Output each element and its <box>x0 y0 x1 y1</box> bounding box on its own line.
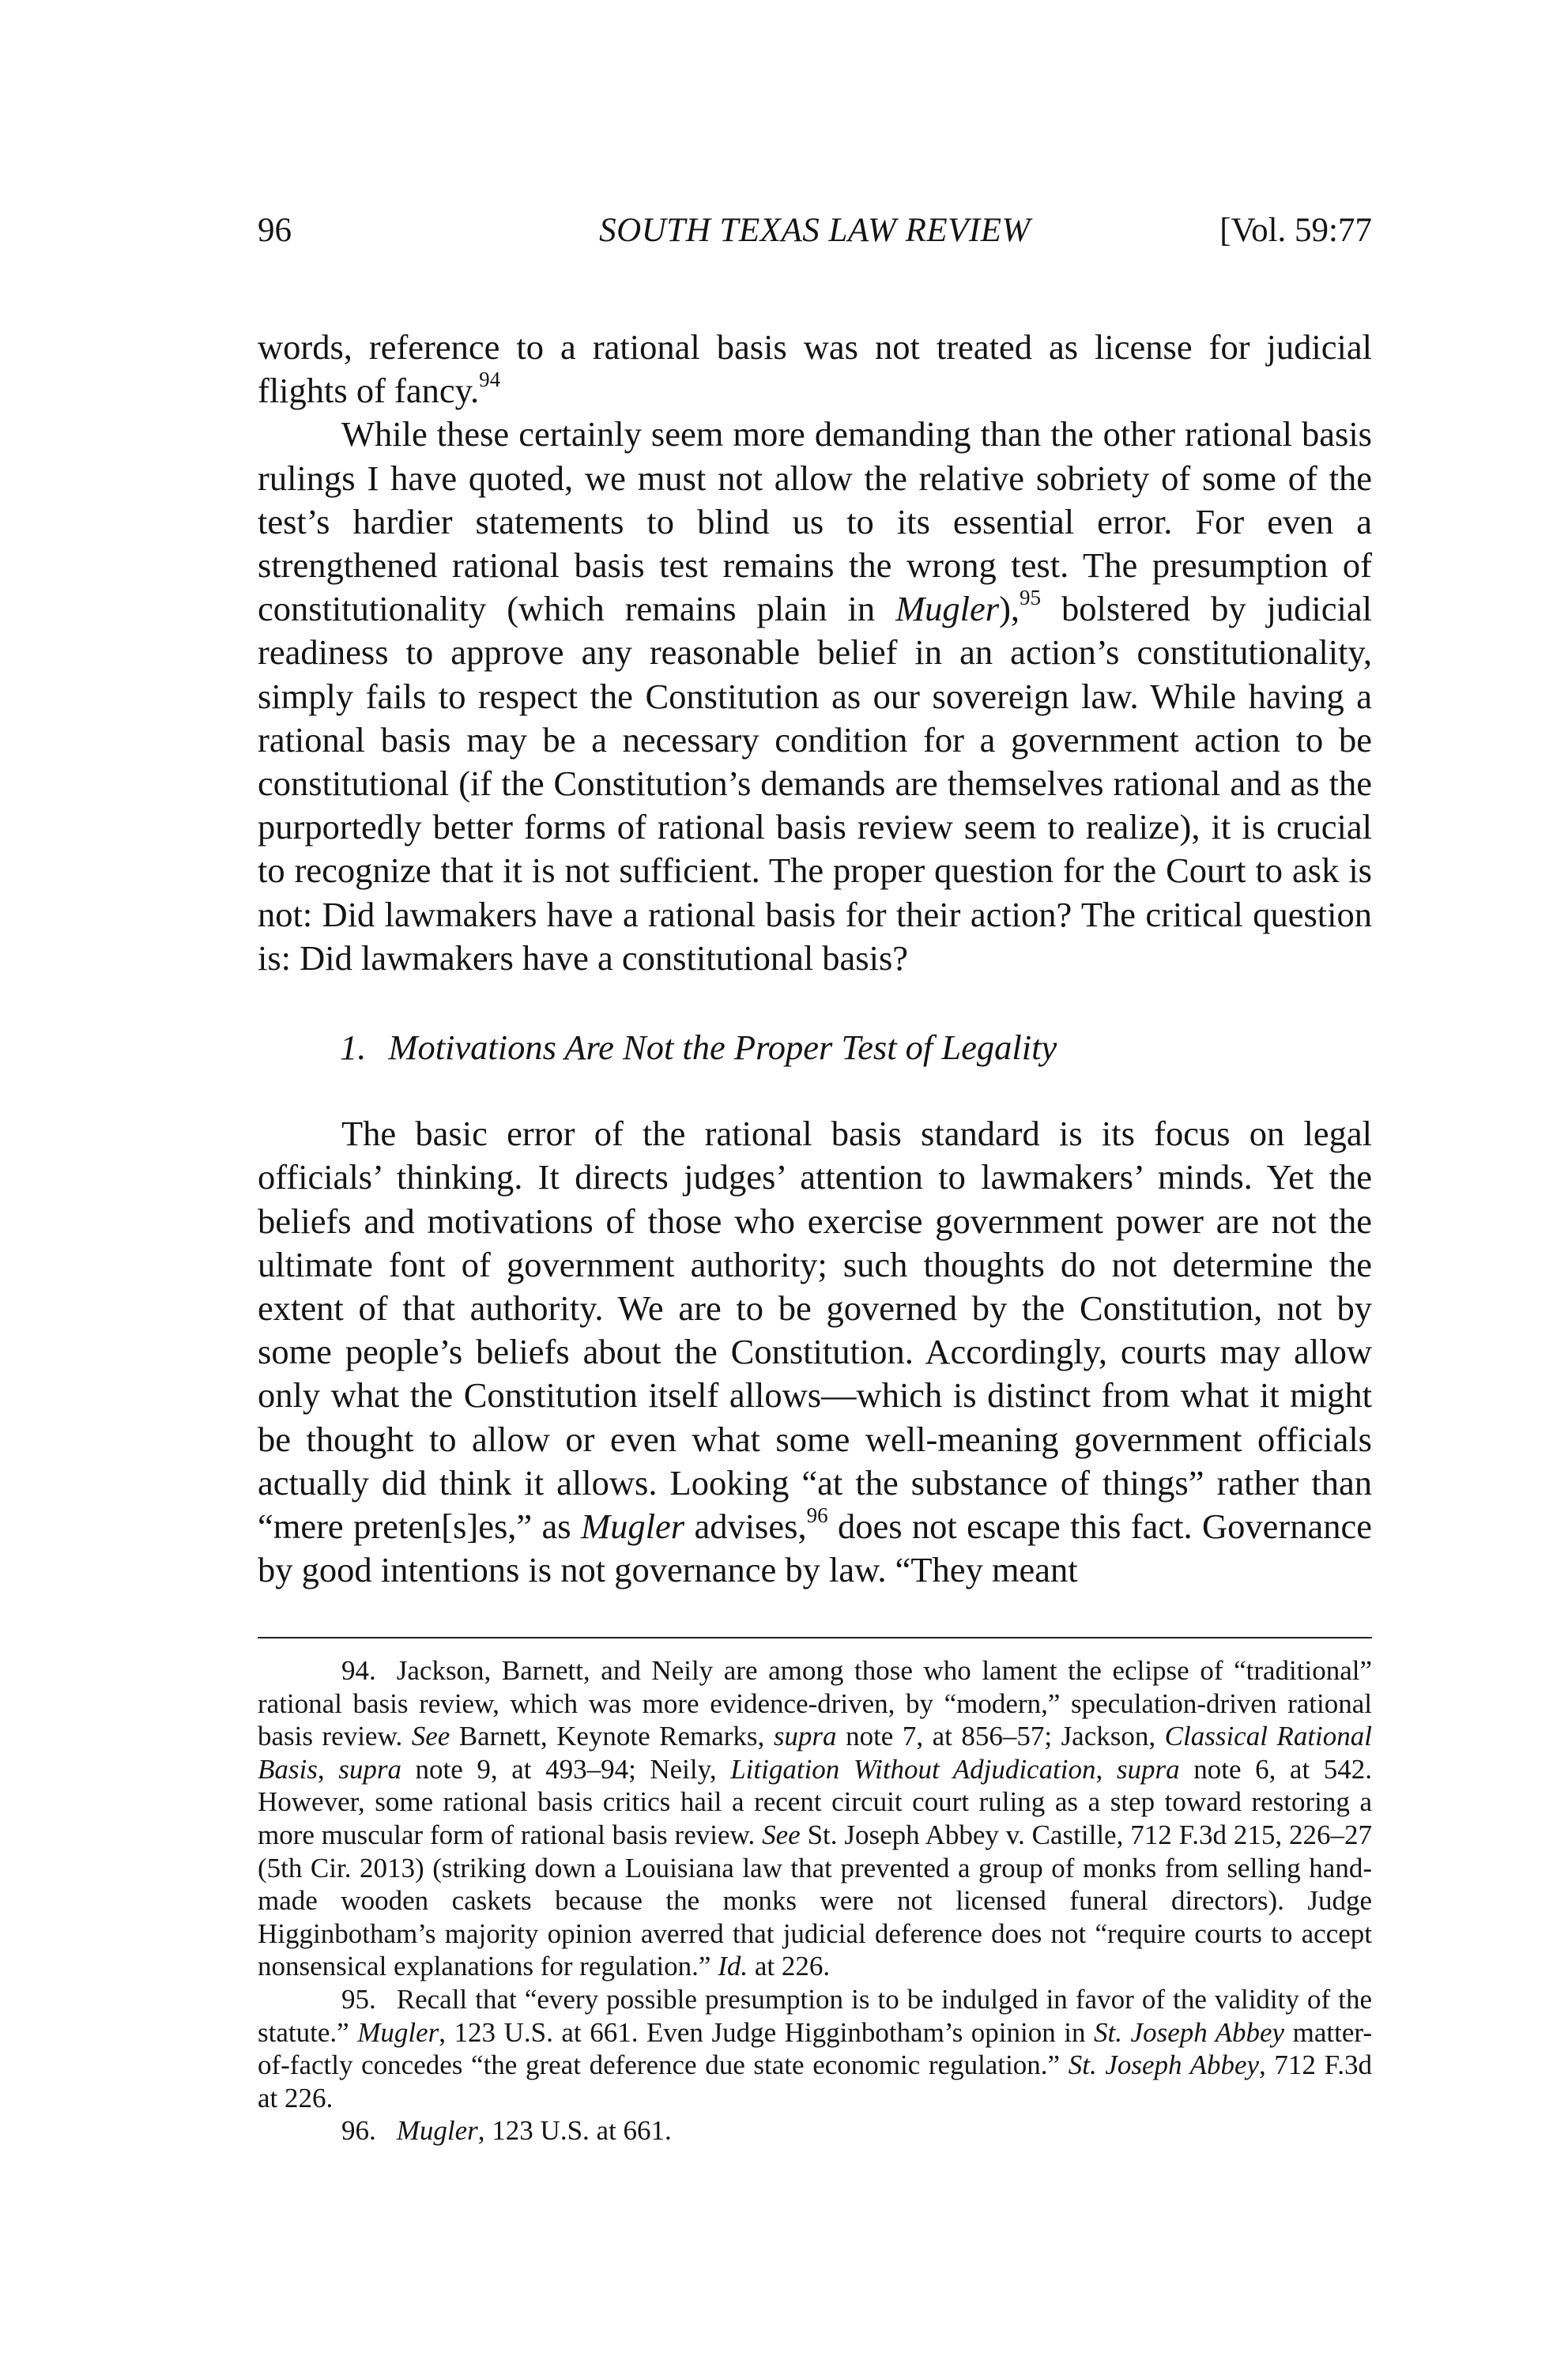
footnote-ref-96[interactable]: 96 <box>806 1503 828 1527</box>
main-text <box>258 326 1372 1592</box>
paragraph: While these certainly seem more demanding than the other rational basis rulings I have quoted, we must not allow the relative sobriety of some of the test’s hardier statements to blind us to its essential error. For even a strengthened rational basis test remains the wrong test. The presumption of constitutionality (which remains plain in Mugler),$^{95}$ bolstered by judicial readiness to approve any reasonable belief in an action’s constitutionality, simply fails to respect the Constitution as our sovereign law. While having a rational basis may be a necessary condition for a government action to be constitutional (if the Constitution’s demands are themselves rational and as the purportedly better forms of rational basis review seem to realize), it is crucial to recognize that it is not sufficient. The proper question for the Court to ask is not: Did lawmakers have a rational basis for their action? The critical question is: Did lawmakers have a constitutional basis? <box>258 414 1372 978</box>
footnote-ref-95[interactable]: 95 <box>1020 585 1042 609</box>
paragraph: The basic error of the rational basis standard is its focus on legal officials’ thinking. It directs judges’ attention to lawmakers’ minds. Yet the beliefs and motivations of those who exercise government power are not the ultimate font of government authority; such thoughts do not determine the extent of that authority. We are to be governed by the Constitution, not by some people’s beliefs about the Constitution. Accordingly, courts may allow only what the Constitution itself allows—which is distinct from what it might be thought to allow or even what some well-meaning government officials actually did think it allows. Looking “at the substance of things” rather than “mere preten[s]es,” as Mugler advises,$^{96}$ does not escape this fact. Governance by good intentions is not governance by law. “They meant <box>258 1114 1373 1590</box>
footnotes <box>258 1654 1372 2147</box>
footnote-divider <box>258 1637 1372 1638</box>
footnote-ref-94[interactable]: 94 <box>479 367 501 391</box>
volume-citation: [Vol. 59:77 <box>1219 212 1372 249</box>
footnote-96: 96. Mugler, 123 U.S. at 661. <box>341 2115 672 2147</box>
journal-title: SOUTH TEXAS LAW REVIEW <box>599 212 1031 249</box>
page-number: 96 <box>258 212 292 249</box>
footnote-95: 95. Recall that “every possible presumption is to be indulged in favor of the validity of the statute.” Mugler, 123 U.S. at 661. Even Judge Higginbotham’s opinion in St. Joseph Abbey matter-of-factly concedes “the great deference due state economic regulation.” St. Joseph Abbey, 712 F.3d at 226. <box>258 1983 1372 2113</box>
section-subheading: 1. Motivations Are Not the Proper Test of Legality <box>340 1028 1057 1068</box>
paragraph-continued: words, reference to a rational basis was not treated as license for judicial flights of fancy.$^{94}$ <box>258 327 1372 411</box>
running-header <box>258 207 1372 255</box>
footnote-94: 94. Jackson, Barnett, and Neily are among those who lament the eclipse of “traditional” rational basis review, which was more evidence-driven, by “modern,” speculation-driven rational basis review. See Barnett, Keynote Remarks, supra note 7, at 856–57; Jackson, Classical Rational Basis, supra note 9, at 493–94; Neily, Litigation Without Adjudication, supra note 6, at 542. However, some rational basis critics hail a recent circuit court ruling as a step toward restoring a more muscular form of rational basis review. See St. Joseph Abbey v. Castille, 712 F.3d 215, 226–27 (5th Cir. 2013) (striking down a Louisiana law that prevented a group of monks from selling hand-made wooden caskets because the monks were not licensed funeral directors). Judge Higginbotham’s majority opinion averred that judicial deference does not “require courts to accept nonsensical explanations for regulation.” Id. at 226. <box>258 1655 1373 1982</box>
